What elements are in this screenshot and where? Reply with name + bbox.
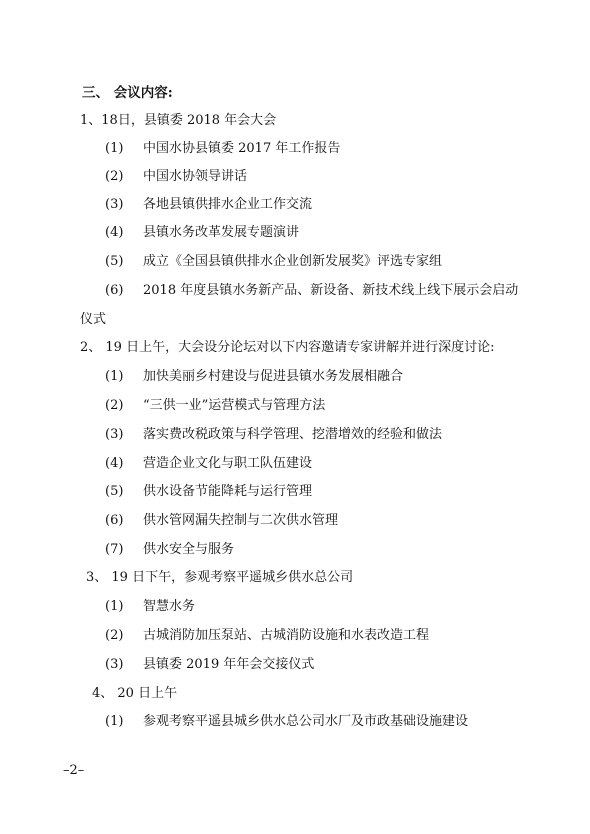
- item-text: 营造企业文化与职工队伍建设: [143, 456, 313, 471]
- item-text: 县镇水务改革发展专题演讲: [143, 225, 300, 240]
- item-text: 2018 年度县镇水务新产品、新设备、新技术线上线下展示会启动: [143, 283, 519, 298]
- item-text: 中国水协领导讲话: [143, 169, 248, 184]
- list-item: [105, 196, 312, 214]
- item-text: 各地县镇供排水企业工作交流: [143, 197, 313, 212]
- list-item: [105, 253, 442, 271]
- item-number: (7): [105, 542, 124, 557]
- list-item: [105, 512, 338, 530]
- list-item: [105, 483, 312, 501]
- section-4-header: 4、 20 日上午: [92, 686, 178, 701]
- item-text: 加快美丽乡村建设与促进县镇水务发展相融合: [143, 369, 404, 384]
- list-item: [105, 224, 299, 242]
- item-number: (4): [105, 225, 124, 240]
- section-3-header: 3、 19 日下午，参观考察平遥城乡供水总公司: [86, 570, 354, 585]
- item-number: (2): [105, 628, 124, 643]
- item-number: (5): [105, 254, 124, 269]
- item-text: 供水管网漏失控制与二次供水管理: [143, 513, 339, 528]
- list-item: [105, 541, 234, 559]
- item-number: (1): [105, 714, 124, 729]
- item-number: (1): [105, 141, 124, 156]
- item-text: 古城消防加压泵站、古城消防设施和水表改造工程: [143, 628, 430, 643]
- list-item: [105, 397, 325, 415]
- item-number: (3): [105, 427, 124, 442]
- item-number: (3): [105, 197, 124, 212]
- item-number: (1): [105, 599, 124, 614]
- item-text: 落实费改税政策与科学管理、挖潜增效的经验和做法: [143, 427, 443, 442]
- item-number: (2): [105, 169, 124, 184]
- list-item: [105, 455, 312, 473]
- list-item: [105, 140, 340, 158]
- item-text: 供水安全与服务: [143, 542, 235, 557]
- section-1-header: 1、18日，县镇委 2018 年会大会: [80, 113, 277, 128]
- section-title: 三、 会议内容:: [82, 85, 173, 101]
- list-item: [105, 598, 195, 616]
- item-number: (2): [105, 398, 124, 413]
- list-item: [105, 282, 518, 300]
- item-text: 中国水协县镇委 2017 年工作报告: [143, 141, 341, 156]
- item-text: “三供一业”运营模式与管理方法: [143, 398, 326, 413]
- list-item: [105, 656, 314, 674]
- list-item: [105, 426, 442, 444]
- item-number: (4): [105, 456, 124, 471]
- item-number: (1): [105, 369, 124, 384]
- page-number: –2–: [63, 763, 85, 778]
- item-text: 成立《全国县镇供排水企业创新发展奖》评选专家组: [143, 254, 443, 269]
- item-number: (6): [105, 283, 124, 298]
- item-continuation: 仪式: [80, 312, 107, 327]
- item-number: (5): [105, 484, 124, 499]
- list-item: [105, 627, 429, 645]
- section-2-header: 2、 19 日上午，大会设分论坛对以下内容邀请专家讲解并进行深度讨论:: [80, 340, 495, 355]
- item-number: (3): [105, 657, 124, 672]
- item-number: (6): [105, 513, 124, 528]
- list-item: [105, 713, 468, 731]
- item-text: 智慧水务: [143, 599, 196, 614]
- item-text: 参观考察平遥县城乡供水总公司水厂及市政基础设施建设: [143, 714, 469, 729]
- list-item: [105, 168, 247, 186]
- item-text: 供水设备节能降耗与运行管理: [143, 484, 313, 499]
- item-text: 县镇委 2019 年年会交接仪式: [143, 657, 315, 672]
- list-item: [105, 368, 403, 386]
